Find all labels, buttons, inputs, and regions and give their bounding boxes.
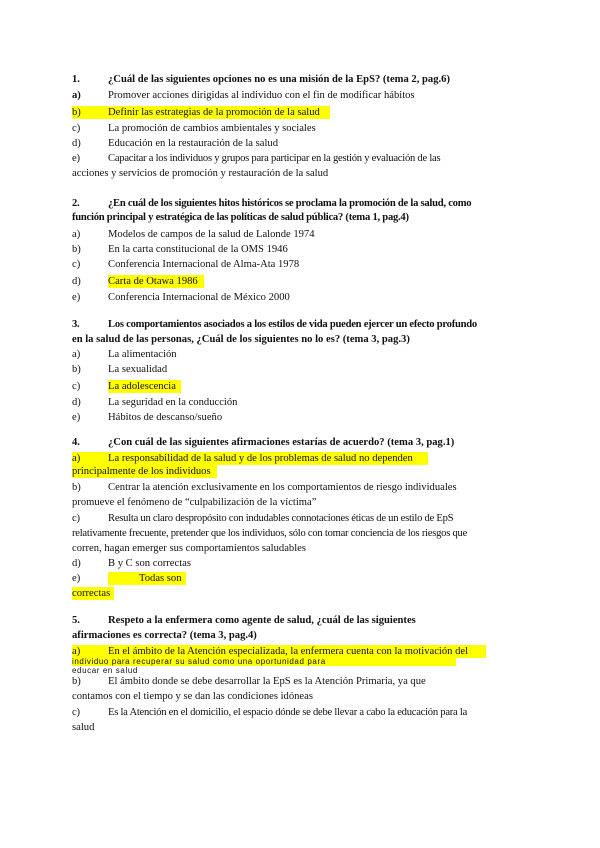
option-text: La seguridad en la conducción — [108, 397, 238, 408]
option-text: El ámbito donde se debe desarrollar la EpS es la Atención Primaria, ya que — [108, 676, 426, 687]
option-text: Definir las estrategias de la promoción de la salud — [108, 107, 320, 118]
option-text: Capacitar a los individuos y grupos para participar en la gestión y evaluación de las — [108, 153, 441, 164]
option-text: Carta de Otawa 1986 — [108, 276, 198, 287]
option-letter: a) — [72, 90, 81, 101]
option-text: Promover acciones dirigidas al individuo con el fin de modificar hábitos — [108, 90, 415, 101]
option-text: En la carta constitucional de la OMS 1946 — [108, 244, 288, 255]
option-letter: c) — [72, 123, 81, 134]
option-text: Centrar la atención exclusivamente en los comportamientos de riesgo individuales — [108, 482, 457, 493]
option-letter: a) — [72, 229, 81, 240]
option-text: Modelos de campos de la salud de Lalonde 1974 — [108, 229, 315, 240]
option-letter: e) — [72, 573, 81, 584]
option-letter: e) — [72, 153, 80, 164]
option-text: La adolescencia — [108, 381, 176, 392]
question-number: 2. — [72, 198, 80, 209]
question-text: ¿En cuál de los siguientes hitos históricos se proclama la promoción de la salud, como — [108, 198, 472, 209]
option-letter: e) — [72, 292, 81, 303]
question-number: 1. — [72, 74, 80, 85]
question-number: 3. — [72, 319, 80, 330]
option-text: La promoción de cambios ambientales y sociales — [108, 123, 316, 134]
option-letter: a) — [72, 349, 81, 360]
option-letter: e) — [72, 412, 81, 423]
question-number: 4. — [72, 437, 80, 448]
option-text: B y C son correctas — [108, 558, 191, 569]
option-text: Es la Atención en el domicilio, el espacio dónde se debe llevar a cabo la educación para la — [108, 707, 468, 718]
option-letter: a) — [72, 646, 81, 657]
option-letter: c) — [72, 513, 80, 524]
option-text: Todas son — [139, 573, 182, 584]
question-number: 5. — [72, 615, 80, 626]
option-text: En el ámbito de la Atención especializada, la enfermera cuenta con la motivación del — [108, 646, 469, 657]
option-letter: b) — [72, 482, 81, 493]
option-text: Educación en la restauración de la salud — [108, 138, 279, 149]
question-text: Respeto a la enfermera como agente de salud, ¿cuál de las siguientes — [108, 615, 416, 626]
option-letter: b) — [72, 107, 81, 118]
document-page: 1. ¿Cuál de las siguientes opciones no es una misión de la EpS? (tema 2, pag.6) a) Promover acciones dirigidas al individuo con el fin de modificar hábitos b) Definir las estrategias de la promoción de la salud c) La promoción de cambios ambientales y sociales d) Educación en la restauración de la salud e) Capacitar a los individuos y grupos para participar en la gestión y evaluación de las acciones y servicios de promoción y restauración de la salud 2. ¿En cuál de los siguientes hitos históricos se proclama la promoción de la salud, como función principal y estratégica de las políticas de salud pública? (tema 1, pag.4) a) Modelos de campos de la salud de Lalonde 1974 b) En la carta constitucional de la OMS 1946 c) Conferencia Internacional de Alma-Ata 1978 d) Carta de Otawa 1986 e) Conferencia Internacional de México 2000 3. Los comportamientos asociados a los estilos de vida pueden ejercer un efecto profundo en la salud de las personas, ¿Cuál de los siguientes no lo es? (tema 3, pag.3) a) La alimentación b) La sexualidad c) La adolescencia d) La seguridad en la conducción e) Hábitos de descanso/sueño 4. ¿Con cuál de las siguientes afirmaciones estarías de acuerdo? (tema 3, pag.1) a) La responsabilidad de la salud y de los problemas de salud no dependen principalmente de los individuos b) Centrar la atención exclusivamente en los comportamientos de riesgo individuales promueve el fenómeno de “culpabilización de la víctima” c) Resulta un claro despropósito con indudables connotaciones éticas de un estilo de EpS relativamente frecuente, pretender que los individuos, sólo con tomar conciencia de los riesgos que corren, hagan emerger sus comportamientos saludables d) B y C son correctas e) Todas son correctas 5. Respeto a la enfermera como agente de salud, ¿cuál de las siguientes afirmaciones es correcta? (tema 3, pag.4) a) En el ámbito de la Atención especializada, la enfermera cuenta con la motivación del individuo para recuperar su salud como una oportunidad para educar en salud b) El ámbito donde se debe desarrollar la EpS es la Atención Primaria, ya que contamos con el tiempo y se dan las condiciones idóneas c) Es la Atención en el domicilio, el espacio dónde se debe llevar a cabo la educación para la salud — [0, 0, 600, 848]
option-letter: d) — [72, 397, 81, 408]
option-letter: c) — [72, 707, 80, 718]
option-letter: d) — [72, 276, 81, 287]
option-letter: a) — [72, 453, 81, 464]
question-text: Los comportamientos asociados a los estilos de vida pueden ejercer un efecto profundo — [108, 319, 477, 330]
option-letter: c) — [72, 259, 81, 270]
option-letter: b) — [72, 244, 81, 255]
option-text: Conferencia Internacional de México 2000 — [108, 292, 290, 303]
option-text: La sexualidad — [108, 364, 168, 375]
option-letter: d) — [72, 138, 81, 149]
option-letter: b) — [72, 676, 81, 687]
option-text: Resulta un claro despropósito con indudables connotaciones éticas de un estilo de EpS — [108, 513, 454, 524]
option-letter: b) — [72, 364, 81, 375]
option-text: Conferencia Internacional de Alma-Ata 1978 — [108, 259, 300, 270]
option-text: La responsabilidad de la salud y de los problemas de salud no dependen — [108, 453, 413, 464]
question-text: ¿Cuál de las siguientes opciones no es una misión de la EpS? (tema 2, pag.6) — [108, 74, 450, 85]
option-letter: c) — [72, 381, 81, 392]
option-text: Hábitos de descanso/sueño — [108, 412, 223, 423]
option-text: La alimentación — [108, 349, 177, 360]
option-letter: d) — [72, 558, 81, 569]
question-text: ¿Con cuál de las siguientes afirmaciones estarías de acuerdo? (tema 3, pag.1) — [108, 437, 455, 448]
